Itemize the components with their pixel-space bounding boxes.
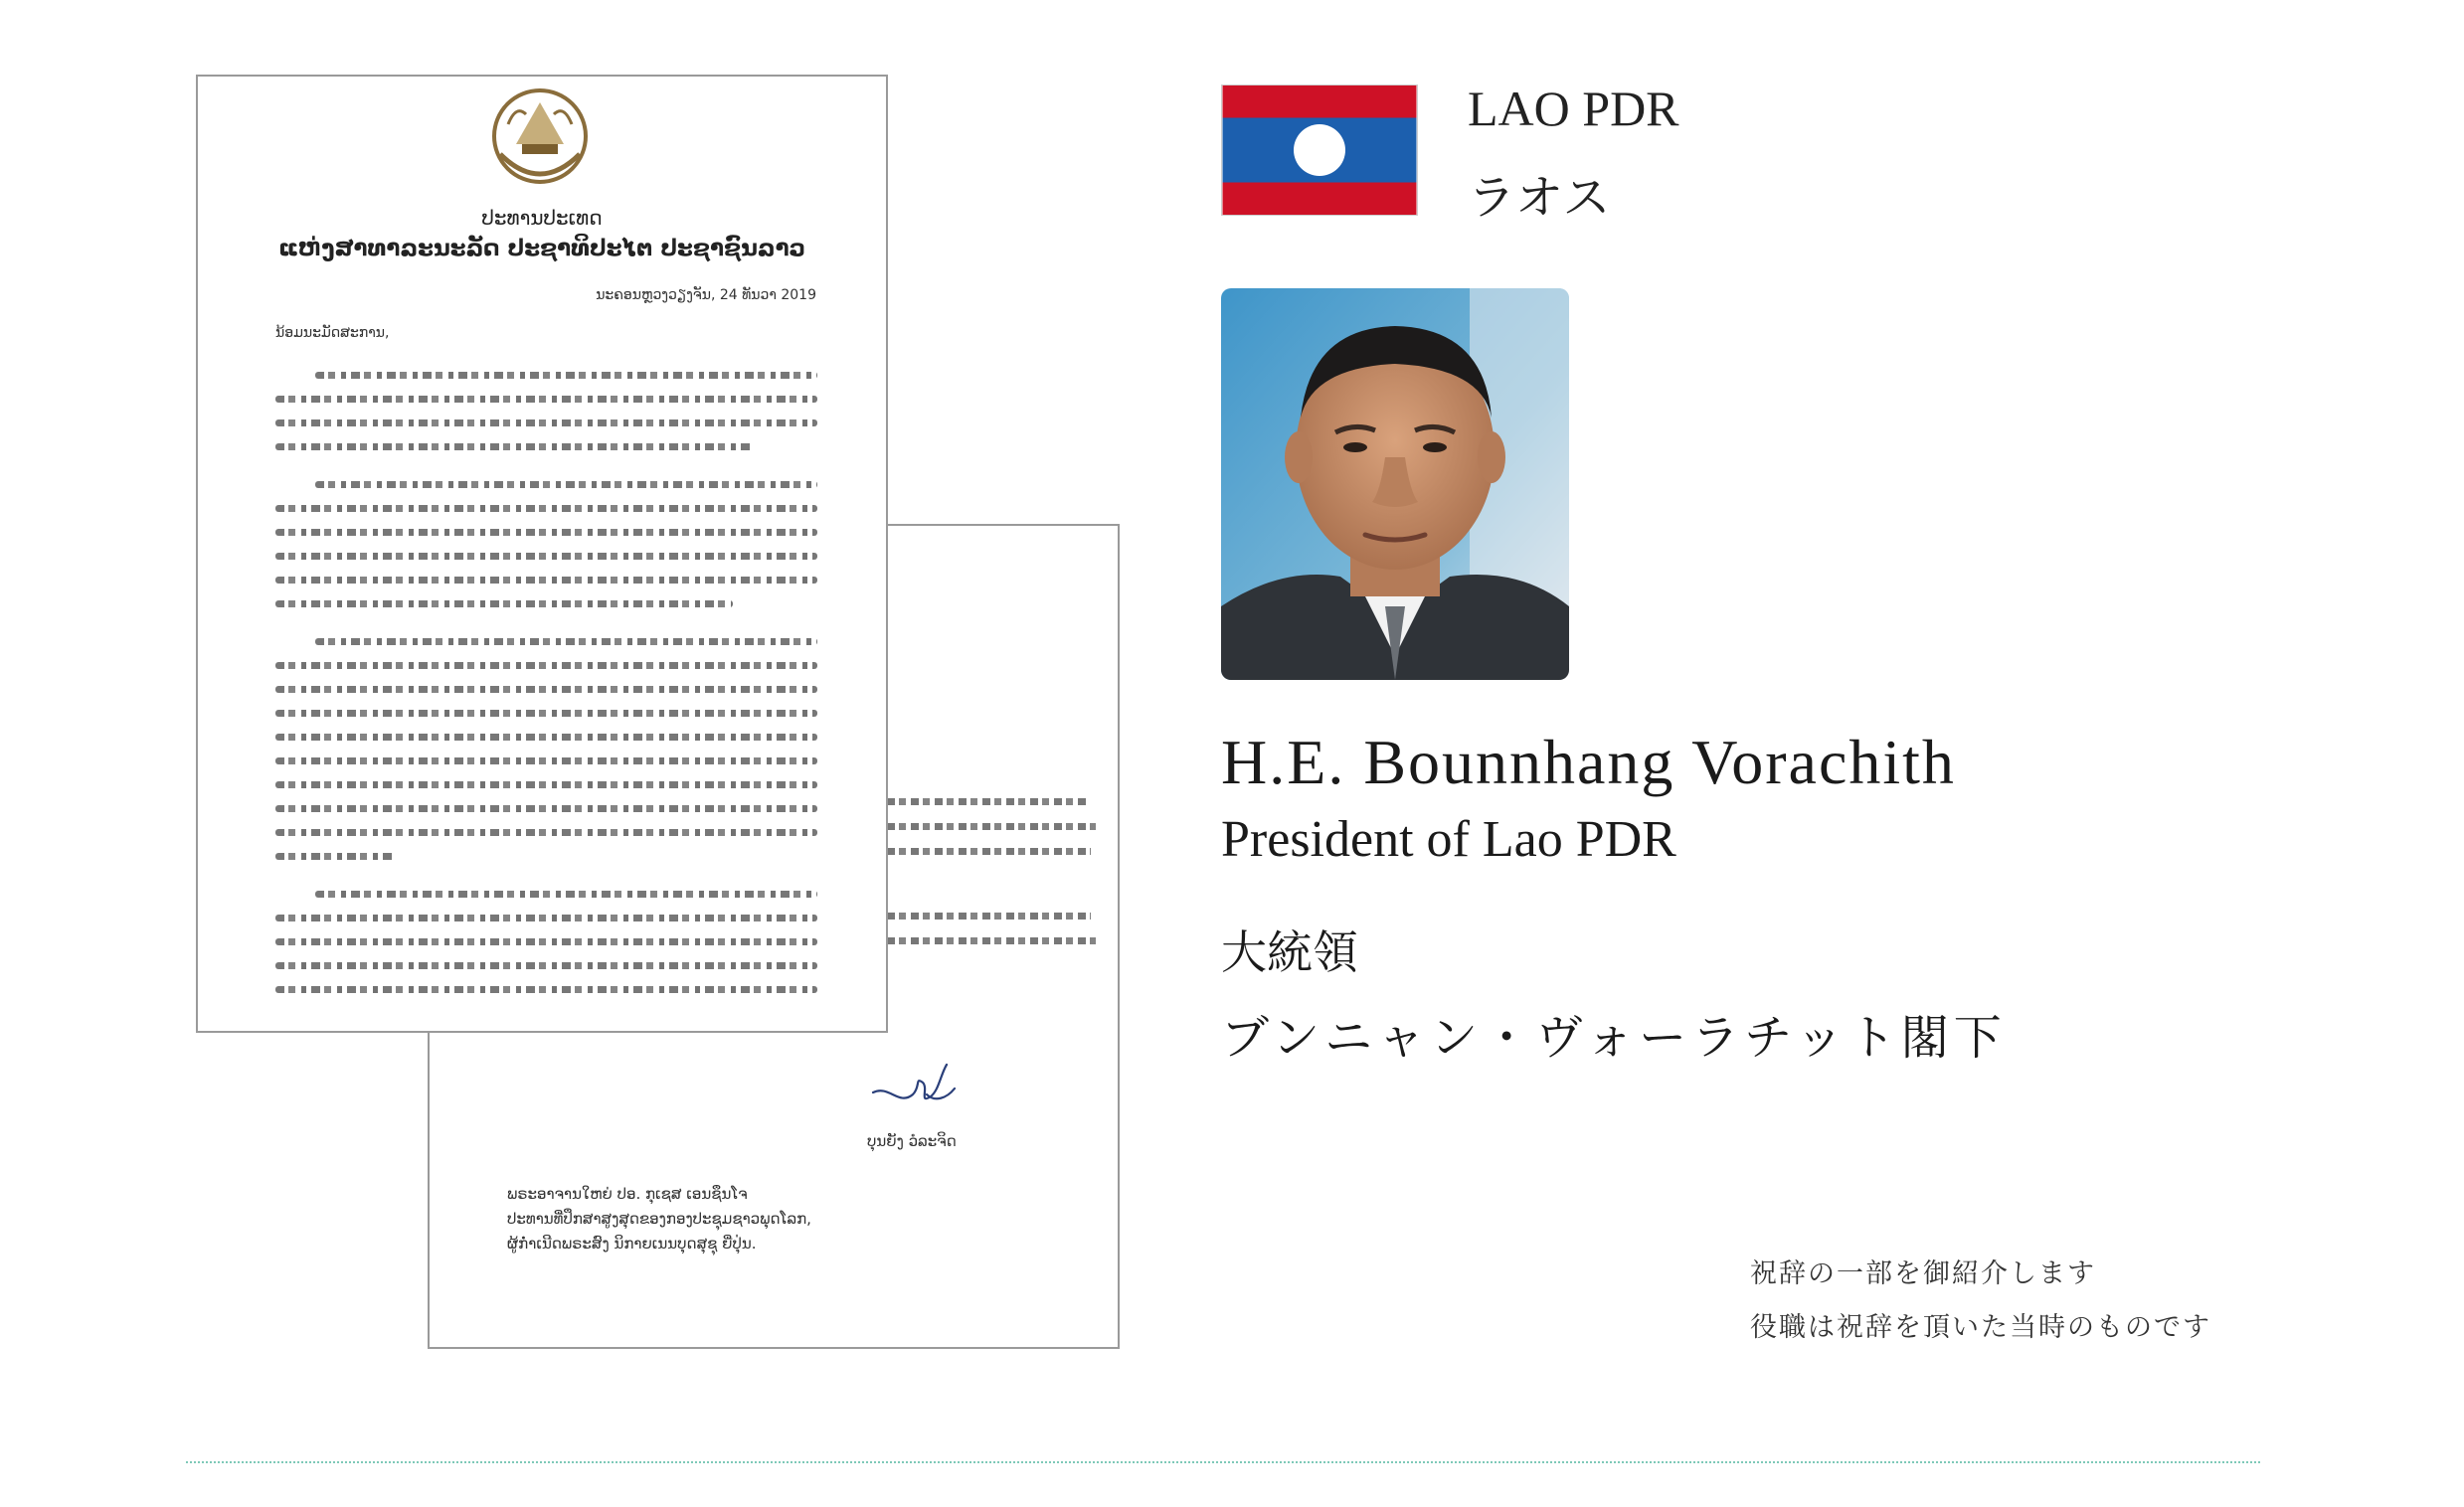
signature-mark [869, 1055, 959, 1114]
letter-salutation: ນ້ອມນະມັດສະການ, [275, 325, 390, 341]
letter-page-2-visible-text [887, 789, 1116, 953]
letter-paragraph [275, 629, 817, 868]
note-title-disclaimer: 役職は祝辞を頂いた当時のものです [1750, 1312, 2211, 1343]
letter-heading-state: ແຫ່ງສາທາລະນະລັດ ປະຊາທິປະໄຕ ປະຊາຊົນລາວ [277, 236, 806, 261]
country-name-ja: ラオス [1468, 170, 1611, 226]
recipient-line: ຜູ້ກໍ່າເນີດພຣະສົງ ນິກາຍເນນບຸດສຸຊຸ ຍີ່ປຸ່ນ. [507, 1235, 757, 1253]
note-excerpt: 祝辞の一部を御紹介します [1750, 1258, 2096, 1289]
recipient-line: ປະທານທີ່ປຶກສາສູງສຸດຂອງກອງປະຊຸມຊາວພຸດໂລກ, [507, 1210, 811, 1228]
letter-paragraph [275, 882, 817, 1001]
recipient-line: ພຣະອາຈານໃຫຍ່ ປອ. ກຸເຊສ ເອນຊຶນໂຈ [507, 1185, 748, 1203]
notes [1750, 1248, 2211, 1355]
person-name-en: H.E. Bounnhang Vorachith [1221, 727, 1956, 797]
person-title-ja: 大統領 [1221, 925, 1358, 979]
letter-heading-title: ປະທານປະເທດ [481, 206, 603, 230]
letter-body [275, 363, 817, 1015]
letter-date: ນະຄອນຫຼວງວຽງຈັນ, 24 ທັນວາ 2019 [596, 287, 816, 303]
president-portrait [1221, 288, 1569, 680]
recipient-address [507, 1182, 811, 1256]
footer-divider [186, 1461, 2260, 1463]
letter-page-1 [196, 75, 888, 1033]
letter-paragraph [275, 472, 817, 615]
letter-paragraph [275, 363, 817, 458]
signer-name: ບຸນຍັງ ວໍລະຈິດ [867, 1132, 957, 1150]
person-title-en: President of Lao PDR [1221, 811, 1676, 868]
country-name-en: LAO PDR [1468, 81, 1679, 136]
lao-flag-icon [1221, 84, 1418, 216]
lao-national-emblem-icon [486, 84, 594, 188]
person-name-ja: ブンニャン・ヴォーラチット閣下 [1221, 1010, 2007, 1066]
